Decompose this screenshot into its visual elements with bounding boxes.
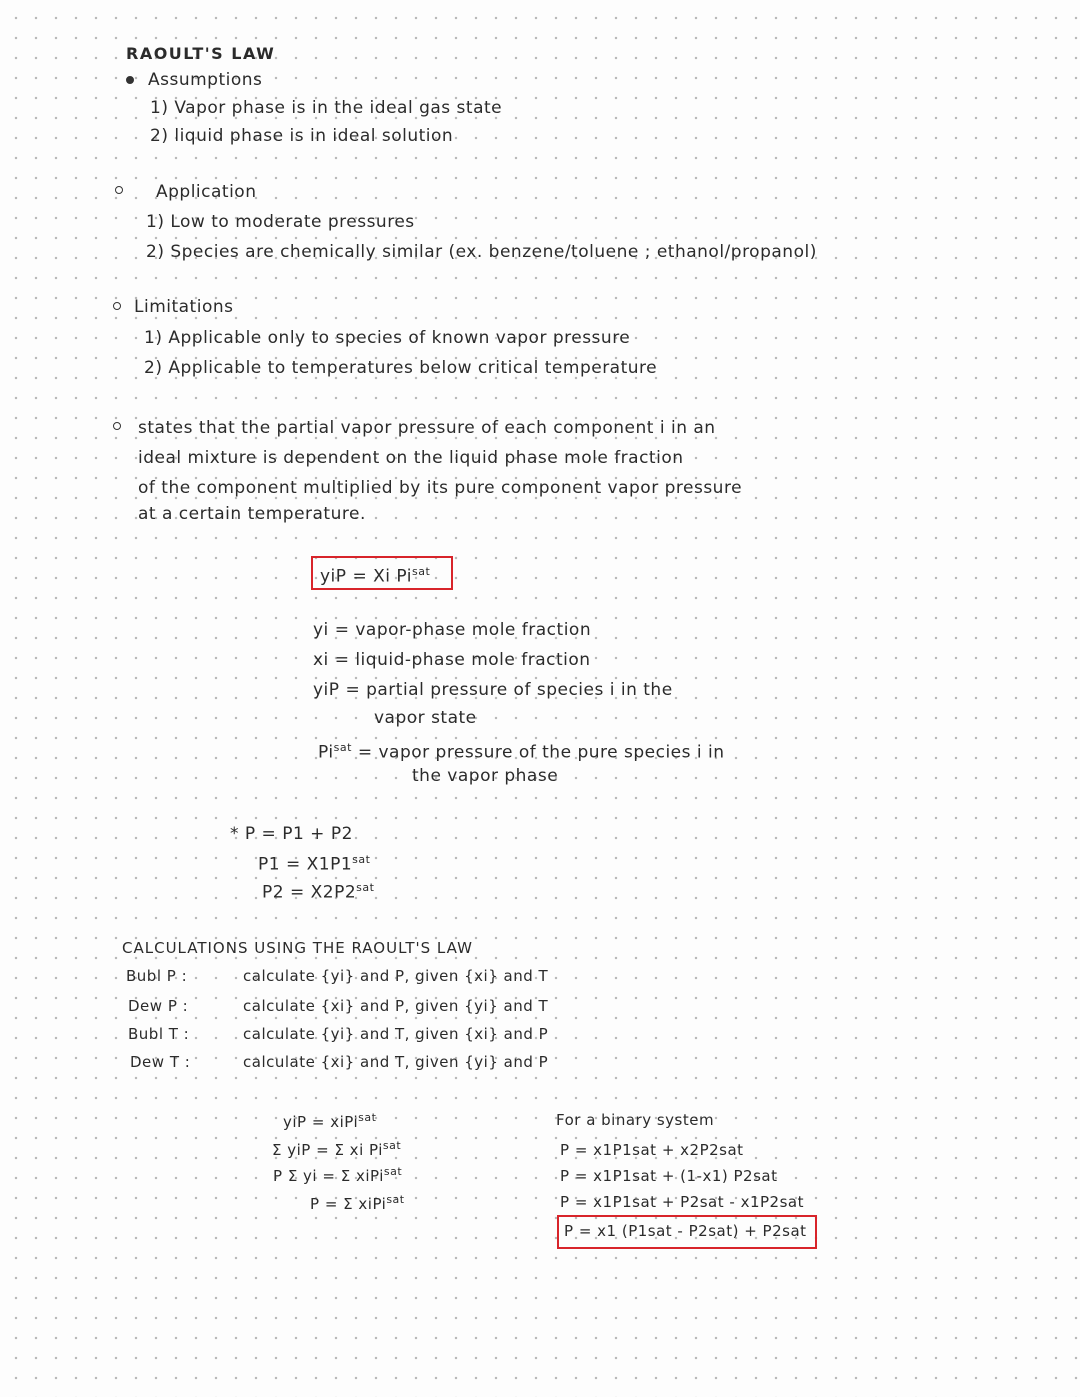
statement-line: of the component multiplied by its pure component vapor pressure	[138, 478, 743, 498]
statement-line: states that the partial vapor pressure of each component i in an	[138, 418, 716, 438]
page-title: RAOULT'S LAW	[126, 44, 276, 63]
limitations-heading: Limitations	[134, 297, 234, 317]
p1-equation: $P1 = X1P1^{sat}$	[258, 853, 371, 875]
derivation-line: yiP = xiPi$^{sat}$	[283, 1111, 377, 1131]
binary-equation: P = x1P1sat + P2sat - x1P2sat	[560, 1193, 804, 1211]
limitation-item: 2) Applicable to temperatures below critical temperature	[144, 358, 658, 378]
statement-line: ideal mixture is dependent on the liquid phase mole fraction	[138, 448, 684, 468]
definition-pisat-cont: the vapor phase	[412, 766, 559, 786]
calc-name: Bubl T :	[128, 1025, 190, 1043]
sum-equation: * P = P1 + P2	[230, 824, 353, 844]
binary-heading: For a binary system	[556, 1111, 715, 1129]
definition-pisat: $Pi^{sat}$ = vapor pressure of the pure species i in	[318, 741, 725, 763]
raoult-equation: yiP = Xi $Pi^{sat}$	[320, 565, 431, 587]
definition-yi: yi = vapor-phase mole fraction	[313, 620, 592, 640]
calc-name: Dew P :	[128, 997, 189, 1015]
bullet-icon	[113, 302, 121, 310]
binary-equation: P = x1P1sat + x2P2sat	[560, 1141, 744, 1159]
binary-equation: P = x1P1sat + (1-x1) P2sat	[560, 1167, 778, 1185]
bullet-icon	[126, 76, 134, 84]
application-item: 2) Species are chemically similar (ex. benzene/toluene ; ethanol/propanol)	[146, 242, 817, 262]
bullet-icon	[115, 186, 123, 194]
calc-desc: calculate {xi} and P, given {yi} and T	[243, 997, 549, 1015]
bullet-icon	[113, 422, 121, 430]
calc-name: Dew T :	[130, 1053, 191, 1071]
calc-desc: calculate {xi} and T, given {yi} and P	[243, 1053, 549, 1071]
assumption-item: 1) Vapor phase is in the ideal gas state	[150, 98, 503, 118]
calculations-heading: CALCULATIONS USING THE RAOULT'S LAW	[122, 939, 473, 957]
limitation-item: 1) Applicable only to species of known vapor pressure	[144, 328, 631, 348]
p2-equation: $P2 = X2P2^{sat}$	[262, 881, 375, 903]
calc-desc: calculate {yi} and P, given {xi} and T	[243, 967, 549, 985]
application-heading: Application	[156, 182, 257, 202]
definition-yip: yiP = partial pressure of species i in the	[313, 680, 673, 700]
binary-final-equation: P = x1 (P1sat - P2sat) + P2sat	[564, 1222, 807, 1240]
calc-desc: calculate {yi} and T, given {xi} and P	[243, 1025, 549, 1043]
derivation-line: Σ yiP = Σ xi $Pi^{sat}$	[272, 1139, 402, 1159]
definition-yip-cont: vapor state	[374, 708, 477, 728]
definition-xi: xi = liquid-phase mole fraction	[313, 650, 591, 670]
derivation-line: P Σ yi = Σ xiPi$^{sat}$	[273, 1165, 403, 1185]
statement-line: at a certain temperature.	[138, 504, 366, 524]
derivation-line: P = Σ xiPi$^{sat}$	[310, 1193, 405, 1213]
assumptions-heading: Assumptions	[148, 70, 263, 90]
application-item: 1) Low to moderate pressures	[146, 212, 415, 232]
calc-name: Bubl P :	[126, 967, 188, 985]
assumption-item: 2) liquid phase is in ideal solution	[150, 126, 454, 146]
